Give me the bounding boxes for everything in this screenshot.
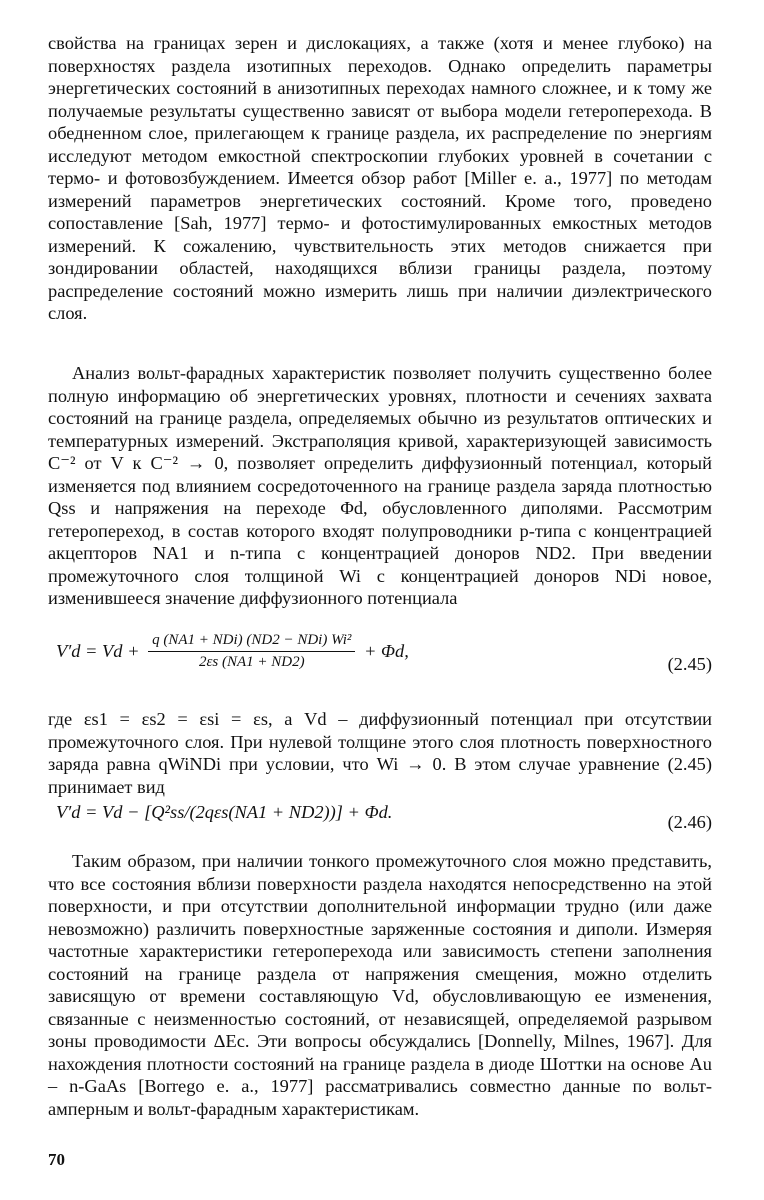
- equation-2-46-number: (2.46): [667, 812, 712, 832]
- equation-2-46: [48, 802, 712, 842]
- equation-2-45-right: + Φd,: [364, 641, 409, 661]
- equation-2-45-denominator: 2εs (NA1 + ND2): [198, 654, 305, 670]
- document-page: [48, 32, 712, 1172]
- equation-2-45-number: (2.45): [667, 654, 712, 674]
- paragraph-1: свойства на границах зерен и дислокациях, а также (хотя и менее глубоко) на поверхностях раздела изотипных переходов. Однако определить параметры энергетических состояний в анизотипных переходах намного сложнее, и к тому же получаемые результаты существенно зависят от выбора модели гетероперехода. В обедненном слое, прилегающем к границе раздела, их распределение по энергиям исследуют методом емкостной спектроскопии глубоких уровней в сочетании с термо- и фотовозбуждением. Имеется обзор работ [Miller e. a., 1977] по методам измерений параметров энергетических состояний. Кроме того, проведено сопоставление [Sah, 1977] термо- и фотостимулированных емкостных методов измерений. К сожалению, чувствительность этих методов снижается при зондировании областей, находящихся вблизи границы раздела, поэтому распределение состояний можно измерить лишь при наличии диэлектрического слоя.: [48, 33, 712, 323]
- equation-2-45-body: [56, 632, 409, 671]
- equation-2-45-fraction: [148, 632, 355, 671]
- paragraph-3: где εs1 = εs2 = εsi = εs, а Vd – диффузионный потенциал при отсутствии промежуточного слоя. При нулевой толщине этого слоя плотность поверхностного заряда равна qWiNDi при условии, что Wi → 0. В этом случае уравнение (2.45) принимает вид: [48, 709, 712, 797]
- page-number: 70: [48, 1150, 65, 1169]
- equation-2-45-left: V′d = Vd +: [56, 641, 140, 661]
- paragraph-2: Анализ вольт-фарадных характеристик позволяет получить существенно более полную информацию об энергетических уровнях, плотности и сечениях захвата состояний на границе раздела, определяемых обычно из результатов оптических и температурных измерений. Экстраполяция кривой, характеризующей зависимость C⁻² от V к C⁻² → 0, позволяет определить диффузионный потенциал, который изменяется под влиянием сосредоточенного на границе раздела заряда плотностью Qss и напряжения на переходе Φd, обусловленного диполями. Рассмотрим гетеропереход, в состав которого входят полупроводники p-типа с концентрацией акцепторов NA1 и n-типа с концентрацией доноров ND2. При введении промежуточного слоя толщиной Wi с концентрацией доноров NDi новое, изменившееся значение диффузионного потенциала: [48, 363, 712, 608]
- equation-2-45: [48, 632, 712, 702]
- paragraph-4: Таким образом, при наличии тонкого промежуточного слоя можно представить, что все состояния вблизи поверхности раздела находятся непосредственно на этой поверхности, и при отсутствии дополнительной информации трудно (или даже невозможно) различить поверхностные заряженные состояния и диполи. Измеряя частотные характеристики гетероперехода или зависимость степени заполнения состояний на границе раздела от напряжения смещения, можно отделить зависящую от времени составляющую Vd, обусловливающую ее изменения, связанные с неизменностью состояний, от независящей, определяемой разрывом зоны проводимости ΔEc. Эти вопросы обсуждались [Donnelly, Milnes, 1967]. Для нахождения плотности состояний на границе раздела в диоде Шоттки на основе Au – n-GaAs [Borrego e. a., 1977] рассматривались совместно данные по вольт-амперным и вольт-фарадным характеристикам.: [48, 851, 712, 1119]
- equation-2-45-numerator: q (NA1 + NDi) (ND2 − NDi) Wi²: [148, 632, 355, 652]
- equation-2-46-body: V′d = Vd − [Q²ss/(2qεs(NA1 + ND2))] + Φd.: [56, 802, 393, 822]
